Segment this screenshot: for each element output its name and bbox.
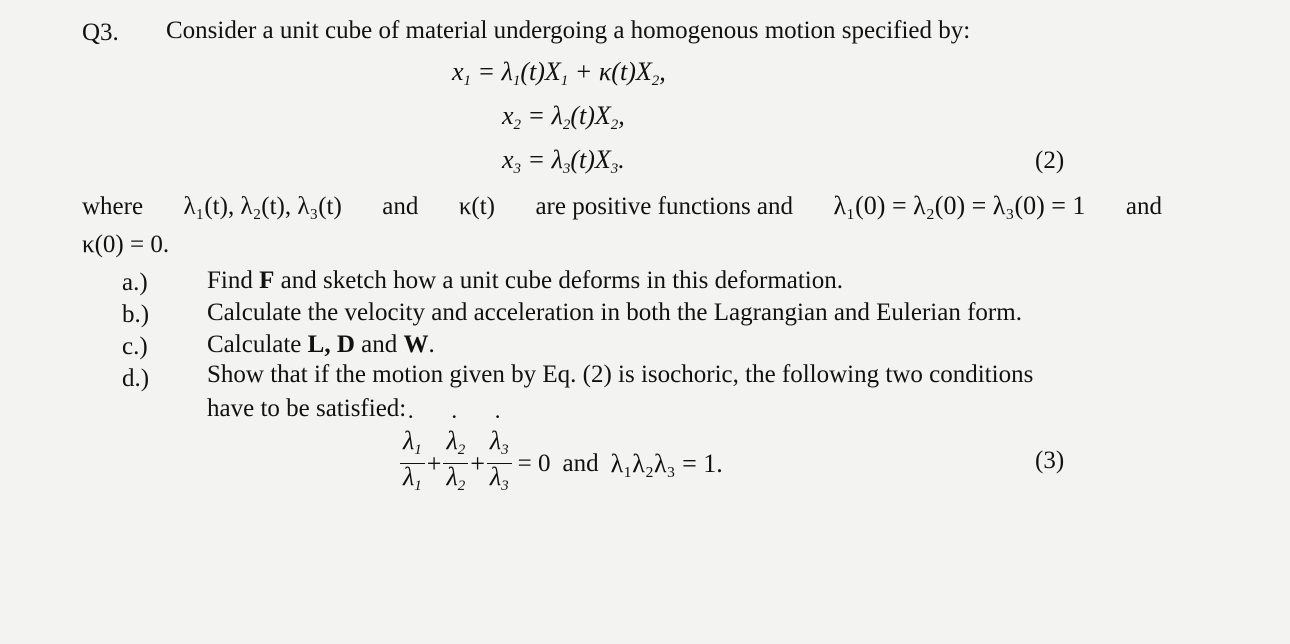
part-c-bold2: W	[403, 331, 429, 358]
condition-and: and	[562, 449, 599, 477]
where-initial: λ₁(0) = λ₂(0) = λ₃(0) = 1	[833, 191, 1086, 220]
kappa-initial: κ(0) = 0.	[82, 231, 170, 258]
part-c-bold: L, D	[307, 331, 355, 358]
where-prefix: where	[82, 193, 144, 220]
equation-isochoric: ˙ $\frac{\lambda_1}{\lambda_1}$ + ˙ $\frac{\lambda_2}{\lambda_2}$ + ˙ $\frac{\lambda_3}{\lambda_3}$ = 0 and λ₁λ₂λ₃ = 1.	[398, 428, 723, 499]
part-a-text	[207, 266, 843, 296]
fraction-1: ˙ $\frac{\lambda_1}{\lambda_1}$	[400, 428, 425, 499]
part-c-pre: Calculate	[207, 331, 308, 358]
part-c-text	[207, 330, 435, 360]
equation-x2: $x_2 = \lambda_2(t)X_2$,	[502, 101, 625, 133]
where-lambdas: λ₁(t), λ₂(t), λ₃(t)	[183, 193, 342, 220]
fraction-2: ˙ $\frac{\lambda_2}{\lambda_2}$	[443, 428, 468, 499]
part-a-label: a.)	[122, 269, 148, 296]
part-c-post: .	[428, 331, 435, 358]
part-b-text: Calculate the velocity and acceleration in both the Lagrangian and Eulerian form.	[207, 299, 1022, 326]
equation-x1: $x_1 = \lambda_1(t)X_1 + \kappa(t)X_2$,	[452, 57, 666, 89]
equation-label-2: (2)	[1035, 147, 1065, 174]
product-condition: λ₁λ₂λ₃ = 1.	[610, 448, 723, 478]
fraction-3: ˙ $\frac{\lambda_3}{\lambda_3}$	[487, 428, 512, 499]
where-line	[82, 190, 1162, 222]
question-number: Q3.	[82, 19, 119, 46]
part-d-label: d.)	[122, 365, 150, 392]
part-b-label: b.)	[122, 301, 150, 328]
part-a-pre: Find	[207, 267, 260, 294]
part-d-line2: have to be satisfied:	[207, 395, 407, 422]
part-d-line1: Show that if the motion given by Eq. (2) is isochoric, the following two conditions	[207, 361, 1034, 388]
part-c-label: c.)	[122, 333, 148, 360]
where-middle: are positive functions and	[535, 193, 794, 220]
where-and: and	[382, 193, 419, 220]
question-intro: Consider a unit cube of material undergoing a homogenous motion specified by:	[166, 17, 971, 44]
part-a-bold: F	[259, 267, 275, 294]
where-kappa: κ(t)	[458, 193, 496, 220]
part-a-post: and sketch how a unit cube deforms in this deformation.	[274, 267, 844, 294]
where-end: and	[1125, 193, 1162, 220]
equation-x3: $x_3 = \lambda_3(t)X_3$.	[502, 145, 625, 177]
part-c-mid: and	[354, 331, 404, 358]
equals-zero: = 0	[517, 449, 551, 477]
equation-label-3: (3)	[1035, 447, 1065, 474]
